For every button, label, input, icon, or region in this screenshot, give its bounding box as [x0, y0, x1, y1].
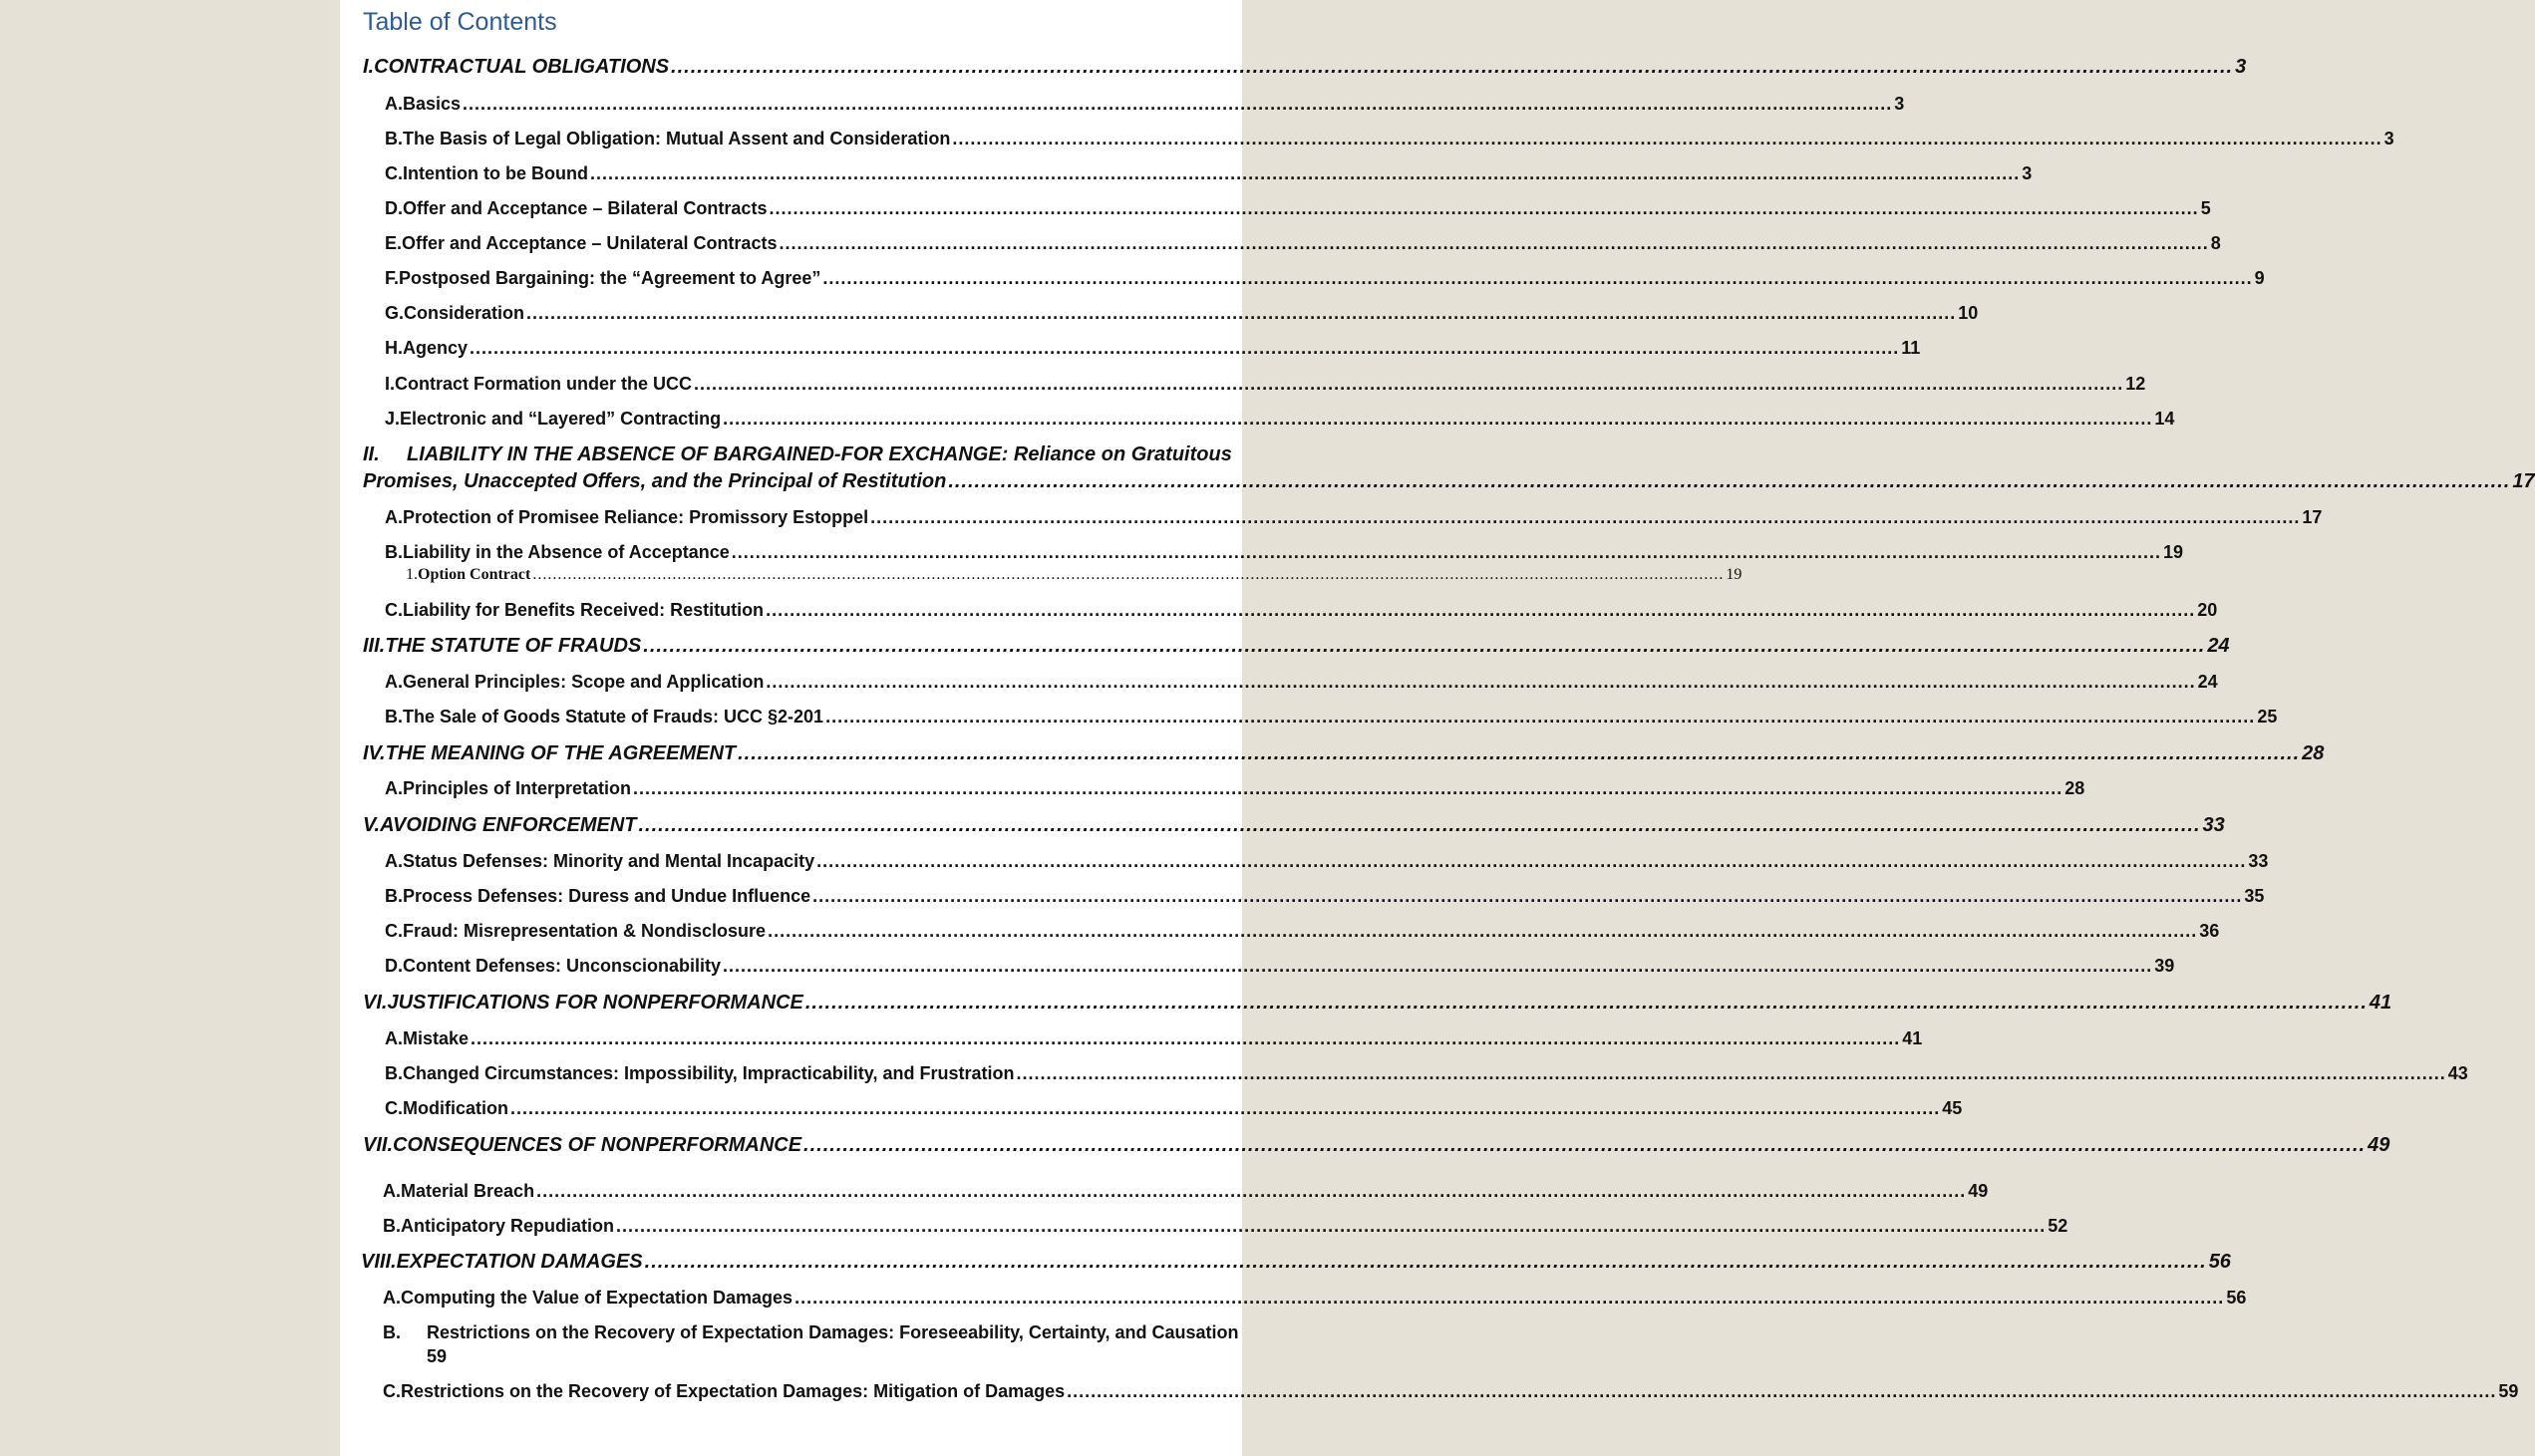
toc-entry-page: 24 [2197, 672, 2218, 692]
toc-entry-page: 20 [2197, 600, 2218, 620]
toc-entry-level2[interactable] [383, 1381, 2519, 1402]
toc-entry-number: B. [385, 542, 403, 562]
toc-entry-page: 56 [2208, 1251, 2231, 1273]
toc-entry-level2[interactable] [385, 507, 2323, 528]
toc-entry-number: D. [385, 198, 403, 218]
toc-entry-page: 56 [2226, 1288, 2247, 1308]
toc-entry-number: G. [385, 303, 405, 323]
toc-entry-title: Restrictions on the Recovery of Expectation Damages: Foreseeability, Certainty, and Causation [427, 1322, 1239, 1342]
toc-entry-title: Agency [403, 338, 469, 358]
toc-leader-dots [470, 338, 1899, 359]
toc-entry-level2-wrapped[interactable] [383, 1322, 1239, 1343]
toc-entry-title-continued: Promises, Unaccepted Offers, and the Principal of Restitution [363, 470, 947, 492]
toc-entry-number: D. [385, 956, 403, 976]
toc-entry-number: I. [385, 374, 396, 394]
toc-entry-title: Process Defenses: Duress and Undue Influence [403, 886, 811, 906]
toc-entry-title: General Principles: Scope and Application [403, 672, 765, 692]
toc-entry-title: Liability in the Absence of Acceptance [403, 542, 730, 562]
toc-leader-dots [825, 707, 2255, 728]
toc-entry-number: B. [385, 707, 403, 727]
toc-entry-number: VIII. [361, 1251, 397, 1273]
toc-leader-dots [766, 672, 2195, 693]
toc-entry-level2[interactable] [383, 1216, 2068, 1237]
toc-entry-title: THE MEANING OF THE AGREEMENT [385, 742, 737, 764]
toc-entry-level1[interactable] [363, 992, 2392, 1015]
toc-entry-level2[interactable] [385, 198, 2211, 219]
toc-entry-page: 52 [2048, 1216, 2068, 1236]
toc-entry-number: J. [385, 409, 401, 429]
toc-entry-page: 28 [2064, 778, 2085, 798]
toc-leader-dots [723, 956, 2152, 977]
toc-leader-dots [471, 1028, 1900, 1049]
toc-entry-title: CONSEQUENCES OF NONPERFORMANCE [393, 1134, 802, 1156]
toc-entry-level1[interactable] [363, 814, 2225, 837]
toc-entry-page: 41 [2369, 992, 2392, 1014]
toc-entry-title: Changed Circumstances: Impossibility, Impracticability, and Frustration [403, 1063, 1015, 1083]
toc-entry-title: Content Defenses: Unconscionability [403, 956, 722, 976]
toc-leader-dots [633, 778, 2062, 799]
toc-entry-level2[interactable] [385, 1028, 1923, 1049]
toc-entry-level1[interactable] [363, 1134, 2390, 1157]
toc-entry-level2[interactable] [385, 94, 1905, 115]
toc-entry-level2[interactable] [385, 1063, 2468, 1084]
toc-entry-level2[interactable] [385, 163, 2033, 184]
toc-entry-level1[interactable] [363, 56, 2247, 79]
toc-entry-title: Anticipatory Repudiation [401, 1216, 615, 1236]
toc-entry-title: Material Breach [401, 1181, 535, 1201]
toc-entry-number: C. [385, 921, 403, 941]
toc-entry-number: E. [385, 233, 403, 253]
toc-entry-page: 19 [1726, 566, 1743, 583]
toc-entry-number: A. [385, 851, 403, 871]
toc-entry-title: Offer and Acceptance – Bilateral Contracts [403, 198, 768, 218]
toc-entry-level1[interactable] [361, 1251, 2231, 1274]
toc-entry-page: 11 [1901, 338, 1921, 358]
toc-leader-dots [590, 163, 2020, 184]
toc-entry-number: C. [385, 600, 403, 620]
toc-entry-title: Intention to be Bound [403, 163, 588, 183]
toc-entry-level2[interactable] [385, 672, 2218, 693]
toc-entry-number: A. [385, 1028, 403, 1048]
toc-leader-dots [794, 1288, 2224, 1309]
toc-entry-level1[interactable] [363, 742, 2325, 765]
toc-leader-dots [766, 600, 2195, 621]
toc-entry-number: I. [363, 56, 375, 78]
toc-entry-page: 43 [2447, 1063, 2468, 1083]
toc-entry-number: VII. [363, 1134, 394, 1156]
toc-entry-number: C. [385, 163, 403, 183]
toc-entry-page: 59 [2498, 1381, 2519, 1401]
toc-leader-dots [1016, 1063, 2445, 1084]
toc-leader-dots [536, 1181, 1966, 1202]
toc-entry-title: Basics [403, 94, 462, 114]
toc-entry-page: 24 [2207, 635, 2230, 657]
toc-leader-dots [671, 56, 2233, 79]
toc-entry-page: 8 [2210, 233, 2221, 253]
toc-entry-number: A. [385, 672, 403, 692]
toc-entry-page: 17 [2302, 507, 2323, 527]
toc-leader-dots [822, 268, 2252, 289]
toc-entry-number: 1. [406, 566, 418, 583]
toc-entry-number: B. [383, 1216, 401, 1236]
toc-entry-title: The Basis of Legal Obligation: Mutual Assent and Consideration [403, 129, 951, 148]
toc-entry-page: 28 [2302, 742, 2325, 764]
toc-entry-level1-line2[interactable] [363, 470, 2535, 493]
toc-entry-title: CONTRACTUAL OBLIGATIONS [374, 56, 670, 78]
toc-leader-dots [645, 1251, 2207, 1274]
toc-entry-title: Electronic and “Layered” Contracting [400, 409, 722, 429]
toc-entry-number: V. [363, 814, 381, 836]
toc-entry-level2[interactable] [385, 778, 2085, 799]
toc-entry-page: 49 [1968, 1181, 1989, 1201]
toc-entry-level1-line1[interactable] [363, 443, 1232, 466]
toc-leader-dots [694, 374, 2123, 395]
toc-entry-title: The Sale of Goods Statute of Frauds: UCC §2-201 [403, 707, 824, 727]
document-page [340, 0, 2535, 1456]
toc-title: Table of Contents [363, 8, 557, 36]
toc-leader-dots [643, 635, 2205, 658]
toc-entry-number: VI. [363, 992, 388, 1014]
toc-entry-title: EXPECTATION DAMAGES [396, 1251, 643, 1273]
toc-leader-dots [463, 94, 1892, 115]
toc-entry-title: Fraud: Misrepresentation & Nondisclosure [403, 921, 767, 941]
toc-entry-number: A. [383, 1288, 401, 1308]
toc-entry-title: Computing the Value of Expectation Damages [401, 1288, 793, 1308]
toc-entry-page: 3 [1894, 94, 1905, 114]
toc-leader-dots [723, 409, 2152, 430]
toc-entry-page: 3 [2383, 129, 2394, 148]
toc-leader-dots [616, 1216, 2046, 1237]
toc-leader-dots [738, 742, 2300, 765]
toc-entry-number: II. [363, 443, 380, 465]
toc-leader-dots [805, 992, 2368, 1015]
toc-entry-page: 41 [1902, 1028, 1923, 1048]
toc-leader-dots [532, 566, 1724, 584]
toc-leader-dots [803, 1134, 2366, 1157]
toc-entry-level2[interactable] [385, 233, 2221, 254]
toc-leader-dots [870, 507, 2300, 528]
toc-entry-level2[interactable] [385, 542, 2184, 563]
toc-entry-level2[interactable] [385, 886, 2265, 907]
toc-entry-level2[interactable] [385, 303, 1979, 324]
toc-entry-page: 9 [2254, 268, 2265, 288]
toc-entry-page: 33 [2202, 814, 2225, 836]
toc-entry-page: 59 [427, 1346, 448, 1366]
toc-entry-page: 36 [2199, 921, 2220, 941]
toc-entry-title: Liability for Benefits Received: Restitution [403, 600, 765, 620]
toc-leader-dots [1067, 1381, 2496, 1402]
toc-entry-title: JUSTIFICATIONS FOR NONPERFORMANCE [387, 992, 803, 1014]
toc-entry-title: Restrictions on the Recovery of Expectation Damages: Mitigation of Damages [401, 1381, 1066, 1401]
toc-entry-level2[interactable] [385, 338, 1921, 359]
toc-entry-level2[interactable] [385, 707, 2278, 728]
toc-entry-page: 35 [2244, 886, 2265, 906]
toc-entry-page: 45 [1942, 1098, 1963, 1118]
toc-leader-dots [948, 470, 2510, 493]
toc-entry-number: C. [383, 1381, 401, 1401]
toc-entry-level2[interactable] [385, 956, 2175, 977]
toc-entry-title: LIABILITY IN THE ABSENCE OF BARGAINED-FOR EXCHANGE: Reliance on Gratuitous [407, 443, 1232, 465]
toc-entry-title: Option Contract [418, 566, 531, 583]
toc-entry-number: A. [383, 1181, 401, 1201]
toc-leader-dots [769, 198, 2198, 219]
toc-entry-title: Offer and Acceptance – Unilateral Contracts [402, 233, 778, 253]
toc-entry-number: A. [385, 507, 403, 527]
toc-entry-title: Postposed Bargaining: the “Agreement to Agree” [399, 268, 821, 288]
toc-entry-number: B. [383, 1322, 401, 1342]
toc-entry-level2[interactable] [385, 268, 2265, 289]
toc-entry-number: IV. [363, 742, 386, 764]
toc-entry-page: 33 [2248, 851, 2269, 871]
toc-entry-title: Consideration [404, 303, 525, 323]
toc-entry-number: B. [385, 1063, 403, 1083]
toc-entry-number: B. [385, 129, 403, 148]
toc-entry-number: A. [385, 778, 403, 798]
toc-entry-level2[interactable] [383, 1288, 2247, 1309]
toc-entry-page: 19 [2162, 542, 2184, 562]
toc-entry-page: 12 [2125, 374, 2146, 394]
toc-entry-level2[interactable] [385, 409, 2175, 430]
toc-leader-dots [510, 1098, 1940, 1119]
toc-entry-title: Mistake [403, 1028, 470, 1048]
toc-entry-level2[interactable] [385, 851, 2269, 872]
toc-entry-level2[interactable] [383, 1181, 1989, 1202]
toc-entry-title: Principles of Interpretation [403, 778, 632, 798]
toc-entry-page: 5 [2200, 198, 2211, 218]
toc-entry-page: 3 [2022, 163, 2033, 183]
toc-entry-title: AVOIDING ENFORCEMENT [380, 814, 637, 836]
toc-leader-dots [638, 814, 2200, 837]
toc-entry-page: 49 [2368, 1134, 2390, 1156]
toc-entry-number: B. [385, 886, 403, 906]
toc-entry-number: H. [385, 338, 403, 358]
toc-entry-number: C. [385, 1098, 403, 1118]
toc-entry-level2[interactable] [385, 129, 2394, 149]
toc-entry-title: Protection of Promisee Reliance: Promissory Estoppel [403, 507, 869, 527]
toc-entry-level2[interactable] [385, 921, 2220, 942]
toc-entry-number: F. [385, 268, 400, 288]
toc-entry-title: THE STATUTE OF FRAUDS [385, 635, 642, 657]
toc-entry-title: Status Defenses: Minority and Mental Incapacity [403, 851, 815, 871]
toc-leader-dots [952, 129, 2381, 149]
toc-leader-dots [779, 233, 2208, 254]
toc-entry-title: Modification [403, 1098, 508, 1118]
toc-leader-dots [812, 886, 2242, 907]
toc-entry-number: A. [385, 94, 403, 114]
toc-entry-title: Contract Formation under the UCC [395, 374, 693, 394]
toc-entry-level2[interactable] [385, 1098, 1963, 1119]
toc-entry-number: III. [363, 635, 386, 657]
toc-leader-dots [526, 303, 1956, 324]
toc-entry-page: 25 [2257, 707, 2278, 727]
toc-entry-page: 10 [1958, 303, 1979, 323]
toc-leader-dots [768, 921, 2197, 942]
toc-entry-level3[interactable] [406, 566, 1743, 584]
toc-entry-level1[interactable] [363, 635, 2230, 658]
toc-entry-page: 3 [2235, 56, 2247, 78]
toc-leader-dots [816, 851, 2246, 872]
toc-leader-dots [732, 542, 2161, 563]
toc-entry-page: 17 [2512, 470, 2535, 492]
toc-entry-page: 14 [2154, 409, 2175, 429]
toc-entry-page: 39 [2154, 956, 2175, 976]
toc-entry-level2[interactable] [385, 374, 2146, 395]
toc-entry-level2[interactable] [385, 600, 2218, 621]
